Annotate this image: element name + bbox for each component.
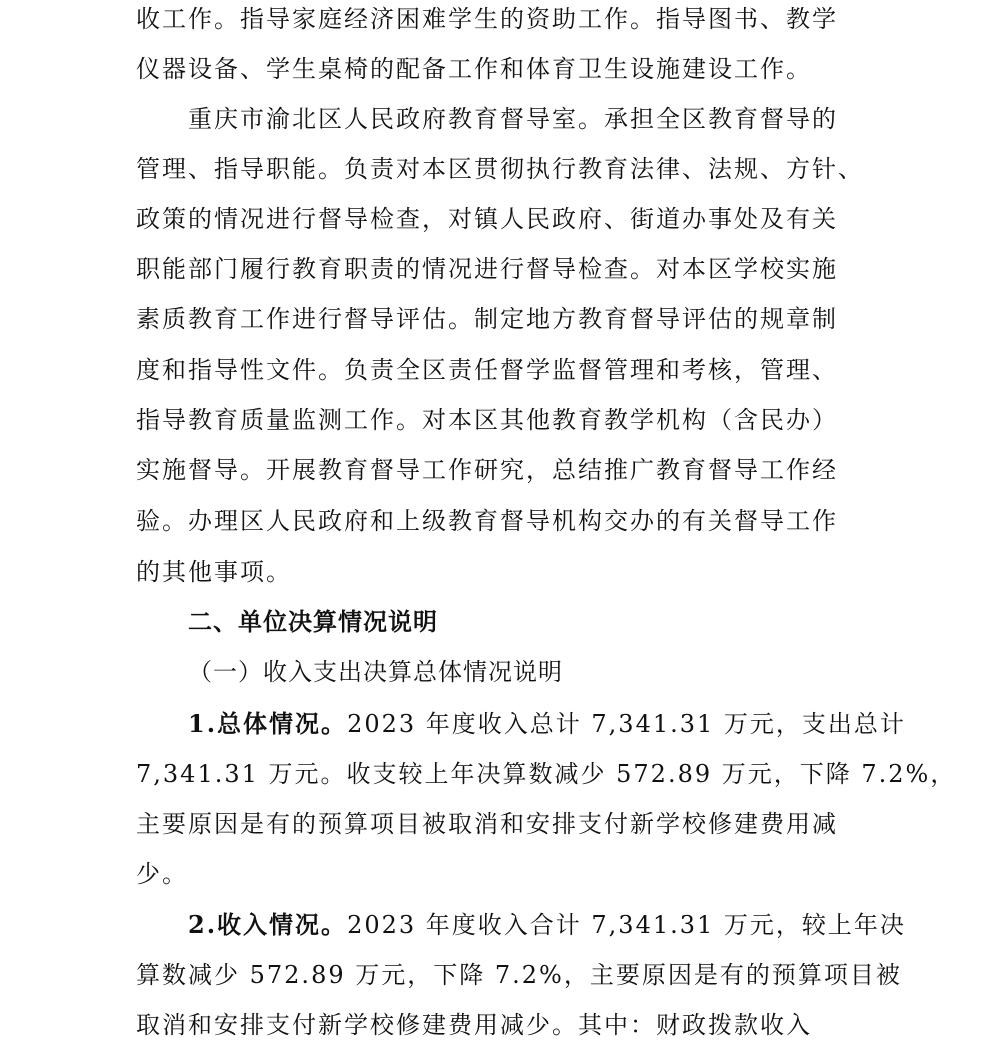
subsection-heading: （一）收入支出决算总体情况说明	[188, 658, 563, 686]
body-text-line: 重庆市渝北区人民政府教育督导室。承担全区教育督导的	[188, 105, 838, 133]
body-text-line: 少。	[136, 860, 188, 888]
body-text-line: 取消和安排支付新学校修建费用减少。其中：财政拨款收入	[136, 1011, 812, 1039]
paragraph-income-first-line	[188, 908, 906, 942]
body-text-line: 主要原因是有的预算项目被取消和安排支付新学校修建费用减	[136, 810, 838, 838]
section-heading: 二、单位决算情况说明	[188, 607, 438, 636]
body-text-line: 职能部门履行教育职责的情况进行督导检查。对本区学校实施	[136, 255, 838, 283]
paragraph-text: 2023 年度收入总计 7,341.31 万元，支出总计	[347, 710, 906, 738]
paragraph-text: 2023 年度收入合计 7,341.31 万元，较上年决	[347, 911, 906, 939]
body-text-line: 政策的情况进行督导检查，对镇人民政府、街道办事处及有关	[136, 205, 838, 233]
paragraph-overall-first-line	[188, 707, 906, 741]
body-text-line: 算数减少 572.89 万元，下降 7.2%，主要原因是有的预算项目被	[136, 961, 902, 989]
body-text-line: 仪器设备、学生桌椅的配备工作和体育卫生设施建设工作。	[136, 55, 812, 83]
body-text-line: 7,341.31 万元。收支较上年决算数减少 572.89 万元，下降 7.2%，	[136, 760, 957, 788]
body-text-line: 管理、指导职能。负责对本区贯彻执行教育法律、法规、方针、	[136, 155, 864, 183]
body-text-line: 实施督导。开展教育督导工作研究，总结推广教育督导工作经	[136, 456, 838, 484]
paragraph-lead: 2.收入情况。	[188, 910, 348, 939]
body-text-line: 度和指导性文件。负责全区责任督学监督管理和考核，管理、	[136, 356, 838, 384]
body-text-line: 收工作。指导家庭经济困难学生的资助工作。指导图书、教学	[136, 5, 838, 33]
body-text-line: 的其他事项。	[136, 558, 292, 586]
body-text-line: 指导教育质量监测工作。对本区其他教育教学机构（含民办）	[136, 406, 838, 434]
paragraph-lead: 1.总体情况。	[188, 709, 348, 738]
body-text-line: 验。办理区人民政府和上级教育督导机构交办的有关督导工作	[136, 507, 838, 535]
body-text-line: 素质教育工作进行督导评估。制定地方教育督导评估的规章制	[136, 305, 838, 333]
